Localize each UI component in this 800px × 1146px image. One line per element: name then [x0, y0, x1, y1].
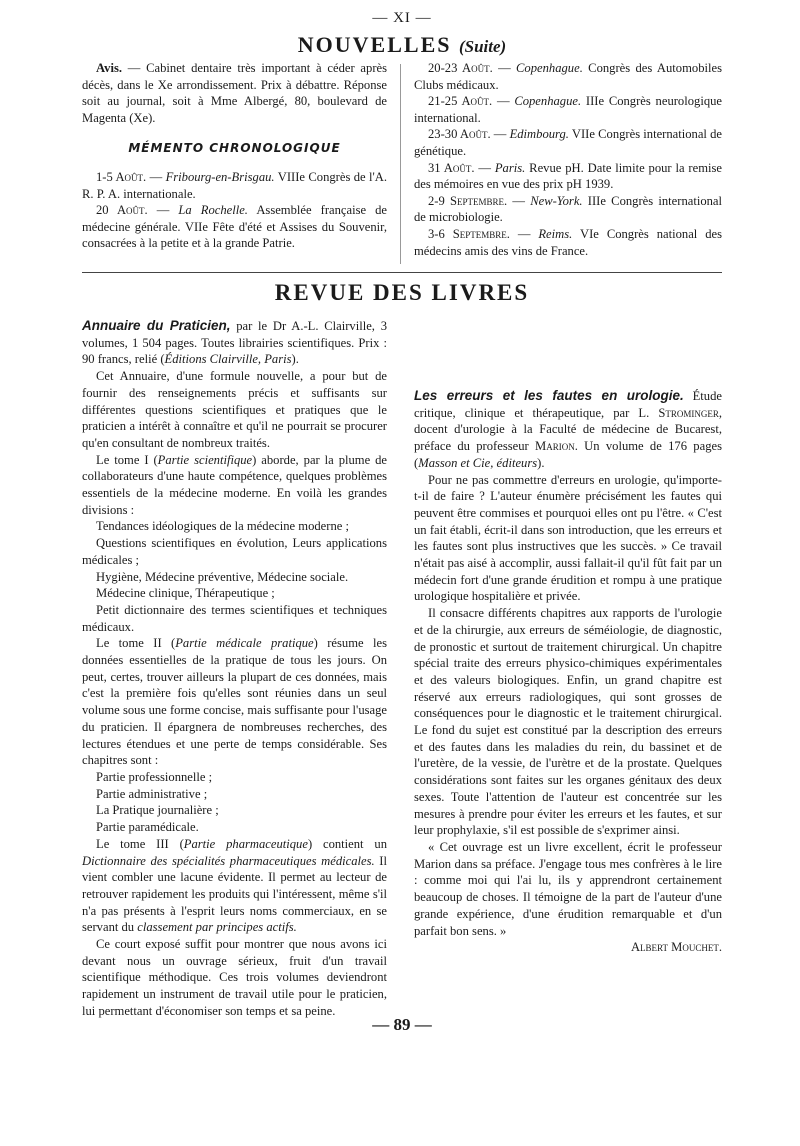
memento-entry: 2-9 Septembre. — New-York. IIIe Congrès international de microbiologie. [414, 193, 723, 225]
division-item: Hygiène, Médecine préventive, Médecine sociale. [96, 569, 349, 584]
book2-paragraph: « Cet ouvrage est un livre excellent, écrit le professeur Marion dans sa préface. J'engage tous mes confrères à le lire : comme moi qui l'ai lu, ils y apprendront certainement beaucoup de choses. Il témoigne de la part de l'auteur d'une grande expérience, d'une érudition remarquable et d'un parfait bon sens. » [414, 839, 722, 938]
book1-paragraph: Le tome I (Partie scientifique) aborde, par la plume de collaborateurs d'une haute compétence, quelques problèmes essentiels de la médecine moderne. En voilà les grandes divisions : [82, 452, 387, 517]
division-item: Tendances idéologiques de la médecine moderne ; [96, 519, 349, 534]
section-title [82, 32, 722, 60]
news-section [82, 60, 722, 286]
book1-paragraph: Le tome II (Partie médicale pratique) résume les données essentielles de la pratique de tous les jours. On peut, certes, trouver ailleurs la plupart de ces données, mais c'est la première fois qu'elles sont réunies dans un seul volume sous une forme concise, mais suffisante pour l'usage du praticien. Il épargnera de nombreuses recherches, des lectures étendues et une perte de temps considérable. Ses chapitres sont : [82, 636, 387, 768]
memento-entry: 23-30 Août. — Edimbourg. VIIe Congrès international de génétique. [414, 127, 722, 158]
reviews-left-column [82, 318, 387, 1020]
chapter-item: La Pratique journalière ; [96, 803, 219, 818]
book1-paragraph: Cet Annuaire, d'une formule nouvelle, a pour but de fournir des renseignements précis et suffisants sur différentes questions scientifiques et pratiques que le praticien a intérêt à connaître et qu'il ne pourrait se procurer qu'en consultant de nombreux traités. [82, 369, 387, 450]
division-item: Petit dictionnaire des termes scientifiques et techniques médicaux. [82, 602, 387, 634]
section-rule [82, 272, 722, 273]
avis-paragraph [82, 60, 387, 126]
book1-title: Annuaire du Praticien, [82, 318, 231, 333]
memento-title: MÉMENTO CHRONOLOGIQUE [128, 141, 341, 156]
book1-header: Annuaire du Praticien, par le Dr A.-L. Clairville, 3 volumes, 1 504 pages. Toutes librairies scientifiques. Prix : 90 francs, relié (Éditions Clairville, Paris). [82, 318, 388, 367]
chapter-item: Partie professionnelle ; [96, 769, 213, 784]
memento-entry: 3-6 Septembre. — Reims. VIe Congrès national des médecins amis des vins de France. [414, 226, 723, 258]
reviews-right-column [414, 318, 722, 956]
book1-paragraph: Ce court exposé suffit pour montrer que nous avons ici devant nous un ouvrage sérieux, fruit d'un travail scientifique méthodique. Ces trois volumes deviendront rapidement un instrument de travail utile pour le praticien, lui permettant d'économiser son temps et sa peine. [82, 937, 387, 1018]
division-item: Questions scientifiques en évolution, Leurs applications médicales ; [82, 536, 387, 567]
page-number: — 89 — [372, 1015, 432, 1034]
book1-paragraph: Le tome III (Partie pharmaceutique) contient un Dictionnaire des spécialités pharmaceutiques médicales. Il vient combler une lacune évidente. Il permet au lecteur de retrouver rapidement les produits qui l'intéressent, même s'il n'a pas présents à l'esprit leurs noms commerciaux, en se servant du classement par principes actifs. [82, 836, 388, 935]
division-item: Médecine clinique, Thérapeutique ; [96, 586, 275, 601]
column-divider [400, 64, 401, 264]
book2-header: Les erreurs et les fautes en urologie. Étude critique, clinique et thérapeutique, par L. Strominger, docent d'urologie à la Faculté de médecine de Bucarest, préface du professeur Marion. Un volume de 176 pages (Masson et Cie, éditeurs). [414, 388, 722, 470]
news-left-column [82, 60, 387, 252]
folio: — XI — [372, 10, 432, 26]
book2-paragraph: Il consacre différents chapitres aux rapports de l'urologie et de la chirurgie, aux erreurs de séméiologie, de diagnostic, de pronostic et surtout de traitement chirurgical. Un chapitre spécial traite des erreurs physico-chimiques expérimentales et des valeurs biologiques. Enfin, un grand chapitre est réservé aux erreurs radiologiques, qui sont grosses de conséquences pour le diagnostic et le traitement chirurgical. Le fond du sujet est constitué par la description des erreurs et des fautes dans les maladies du rein, du bassinet et de l'uretère, de la vessie, de l'urètre et de la prostate. Quelques considérations sont faites sur les organes génitaux des deux sexes. Toute l'attention de l'auteur est concentrée sur les mesures à prendre pour éviter les erreurs et les fautes, et sur leur prophylaxie, s'il est possible de s'exprimer ainsi. [414, 606, 722, 838]
avis-label: Avis. [96, 61, 123, 75]
chapter-item: Partie paramédicale. [96, 820, 199, 835]
memento-entry: 1-5 Août. — Fribourg-en-Brisgau. VIIIe Congrès de l'A. R. P. A. internationale. [82, 169, 388, 201]
memento-entry: 20-23 Août. — Copenhague. Congrès des Automobiles Clubs médicaux. [414, 61, 722, 92]
memento-entry: 20 Août. — La Rochelle. Assemblée française de médecine générale. VIIe Fête d'été et Assises du Souvenir, consacrées à la petite et à la grande Patrie. [82, 203, 388, 251]
revue-title: REVUE DES LIVRES [274, 280, 530, 305]
memento-entry: 31 Août. — Paris. Revue pH. Date limite pour la remise des mémoires en vue des prix pH 1939. [414, 160, 723, 192]
book2-title: Les erreurs et les fautes en urologie. [414, 388, 684, 403]
chapter-item: Partie administrative ; [96, 786, 208, 801]
book2-paragraph: Pour ne pas commettre d'erreurs en urologie, qu'importe-t-il de faire ? L'auteur énumère précisément les fautes qui peuvent être commises et pourquoi elles ont pu l'être. « C'est un fait établi, écrit-il dans son introduction, que les erreurs et les fautes sont plus instructives que les succès. » Ce travail n'était pas aisé à accomplir, aussi fallait-il qu'il fût fait par un médecin fort d'une grande érudition et rompu à une pratique urologique hospitalière et privée. [414, 472, 722, 604]
news-right-column [414, 60, 722, 259]
section-title-suffix: (Suite) [458, 37, 507, 56]
memento-entry: 21-25 Août. — Copenhague. IIIe Congrès neurologique international. [414, 94, 723, 125]
page [82, 10, 723, 1034]
avis-text: — Cabinet dentaire très important à céder après décès, dans le Xe arrondissement. Prix à débattre. Réponse soit au journal, soit à Mme Albergé, 80, boulevard de Magenta (Xe). [82, 61, 387, 125]
review-signature: Albert Mouchet. [630, 940, 722, 955]
section-title-text: NOUVELLES [297, 32, 452, 57]
book-reviews [82, 318, 722, 1018]
